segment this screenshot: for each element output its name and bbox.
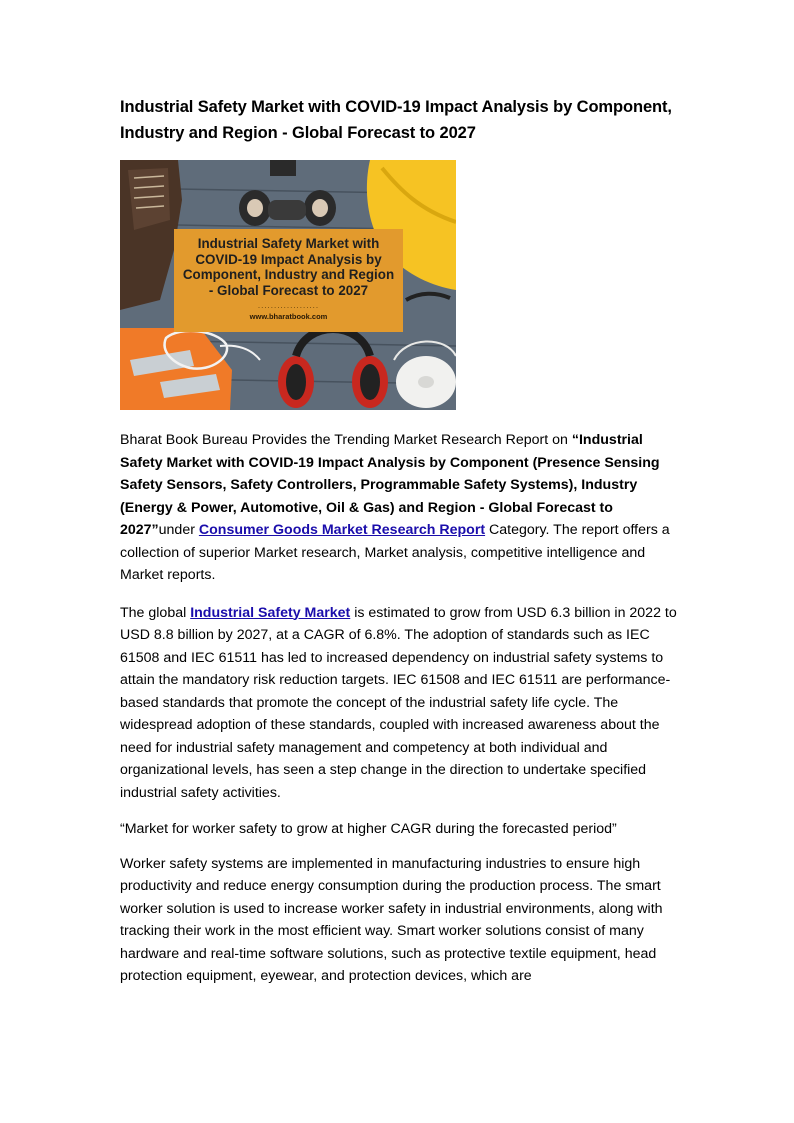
banner-dots: ................... [257, 301, 320, 311]
section-quote: “Market for worker safety to grow at higher CAGR during the forecasted period” [120, 821, 617, 837]
report-name: “Industrial Safety Market with COVID-19 Impact Analysis by Component (Presence Sensing Safety Sensors, Safety Controllers, Programmable Safety Systems), Industry (Energy & Power, Automotive, Oil & Gas) and Region - Global Forecast to 2027” [120, 432, 660, 538]
intro-tail: Category. The report offers a collection of superior Market research, Market analysis, competitive intelligence and Market reports. [120, 522, 670, 583]
intro-paragraph [120, 429, 680, 587]
cover-banner [174, 229, 403, 332]
banner-title: Industrial Safety Market with COVID-19 Impact Analysis by Component, Industry and Region - Global Forecast to 2027 [182, 236, 395, 298]
page-title: Industrial Safety Market with COVID-19 Impact Analysis by Component, Industry and Region - Global Forecast to 2027 [120, 98, 672, 142]
document-page [120, 94, 680, 988]
market-lead: The global [120, 604, 191, 621]
worker-safety-paragraph: Worker safety systems are implemented in manufacturing industries to ensure high productivity and reduce energy consumption during the production process. The smart worker solution is used to increase worker safety in industrial environments, along with tracking their work in the most efficient way. Smart worker solutions consist of many hardware and real-time software solutions, such as protective textile equipment, head protection equipment, eyewear, and protection devices, which are [120, 855, 663, 984]
market-body: is estimated to grow from USD 6.3 billion in 2022 to USD 8.8 billion by 2027, at a CAGR of 6.8%. The adoption of standards such as IEC 61508 and IEC 61511 has led to increased dependency on industrial safety systems to attain the mandatory risk reduction targets. IEC 61508 and IEC 61511 are performance-based standards that promote the concept of the industrial safety life cycle. The widespread adoption of these standards, coupled with increased awareness about the need for industrial safety management and competency at both individual and organizational levels, has seen a step change in the direction to undertake specified industrial safety activities. [120, 604, 677, 801]
banner-url: www.bharatbook.com [249, 312, 328, 322]
intro-lead: Bharat Book Bureau Provides the Trending Market Research Report on [120, 432, 572, 448]
market-paragraph [120, 602, 680, 805]
report-cover-image [120, 160, 456, 410]
intro-under: under [158, 522, 199, 538]
industrial-safety-market-link[interactable]: Industrial Safety Market [190, 604, 351, 621]
category-link[interactable]: Consumer Goods Market Research Report [198, 522, 486, 538]
